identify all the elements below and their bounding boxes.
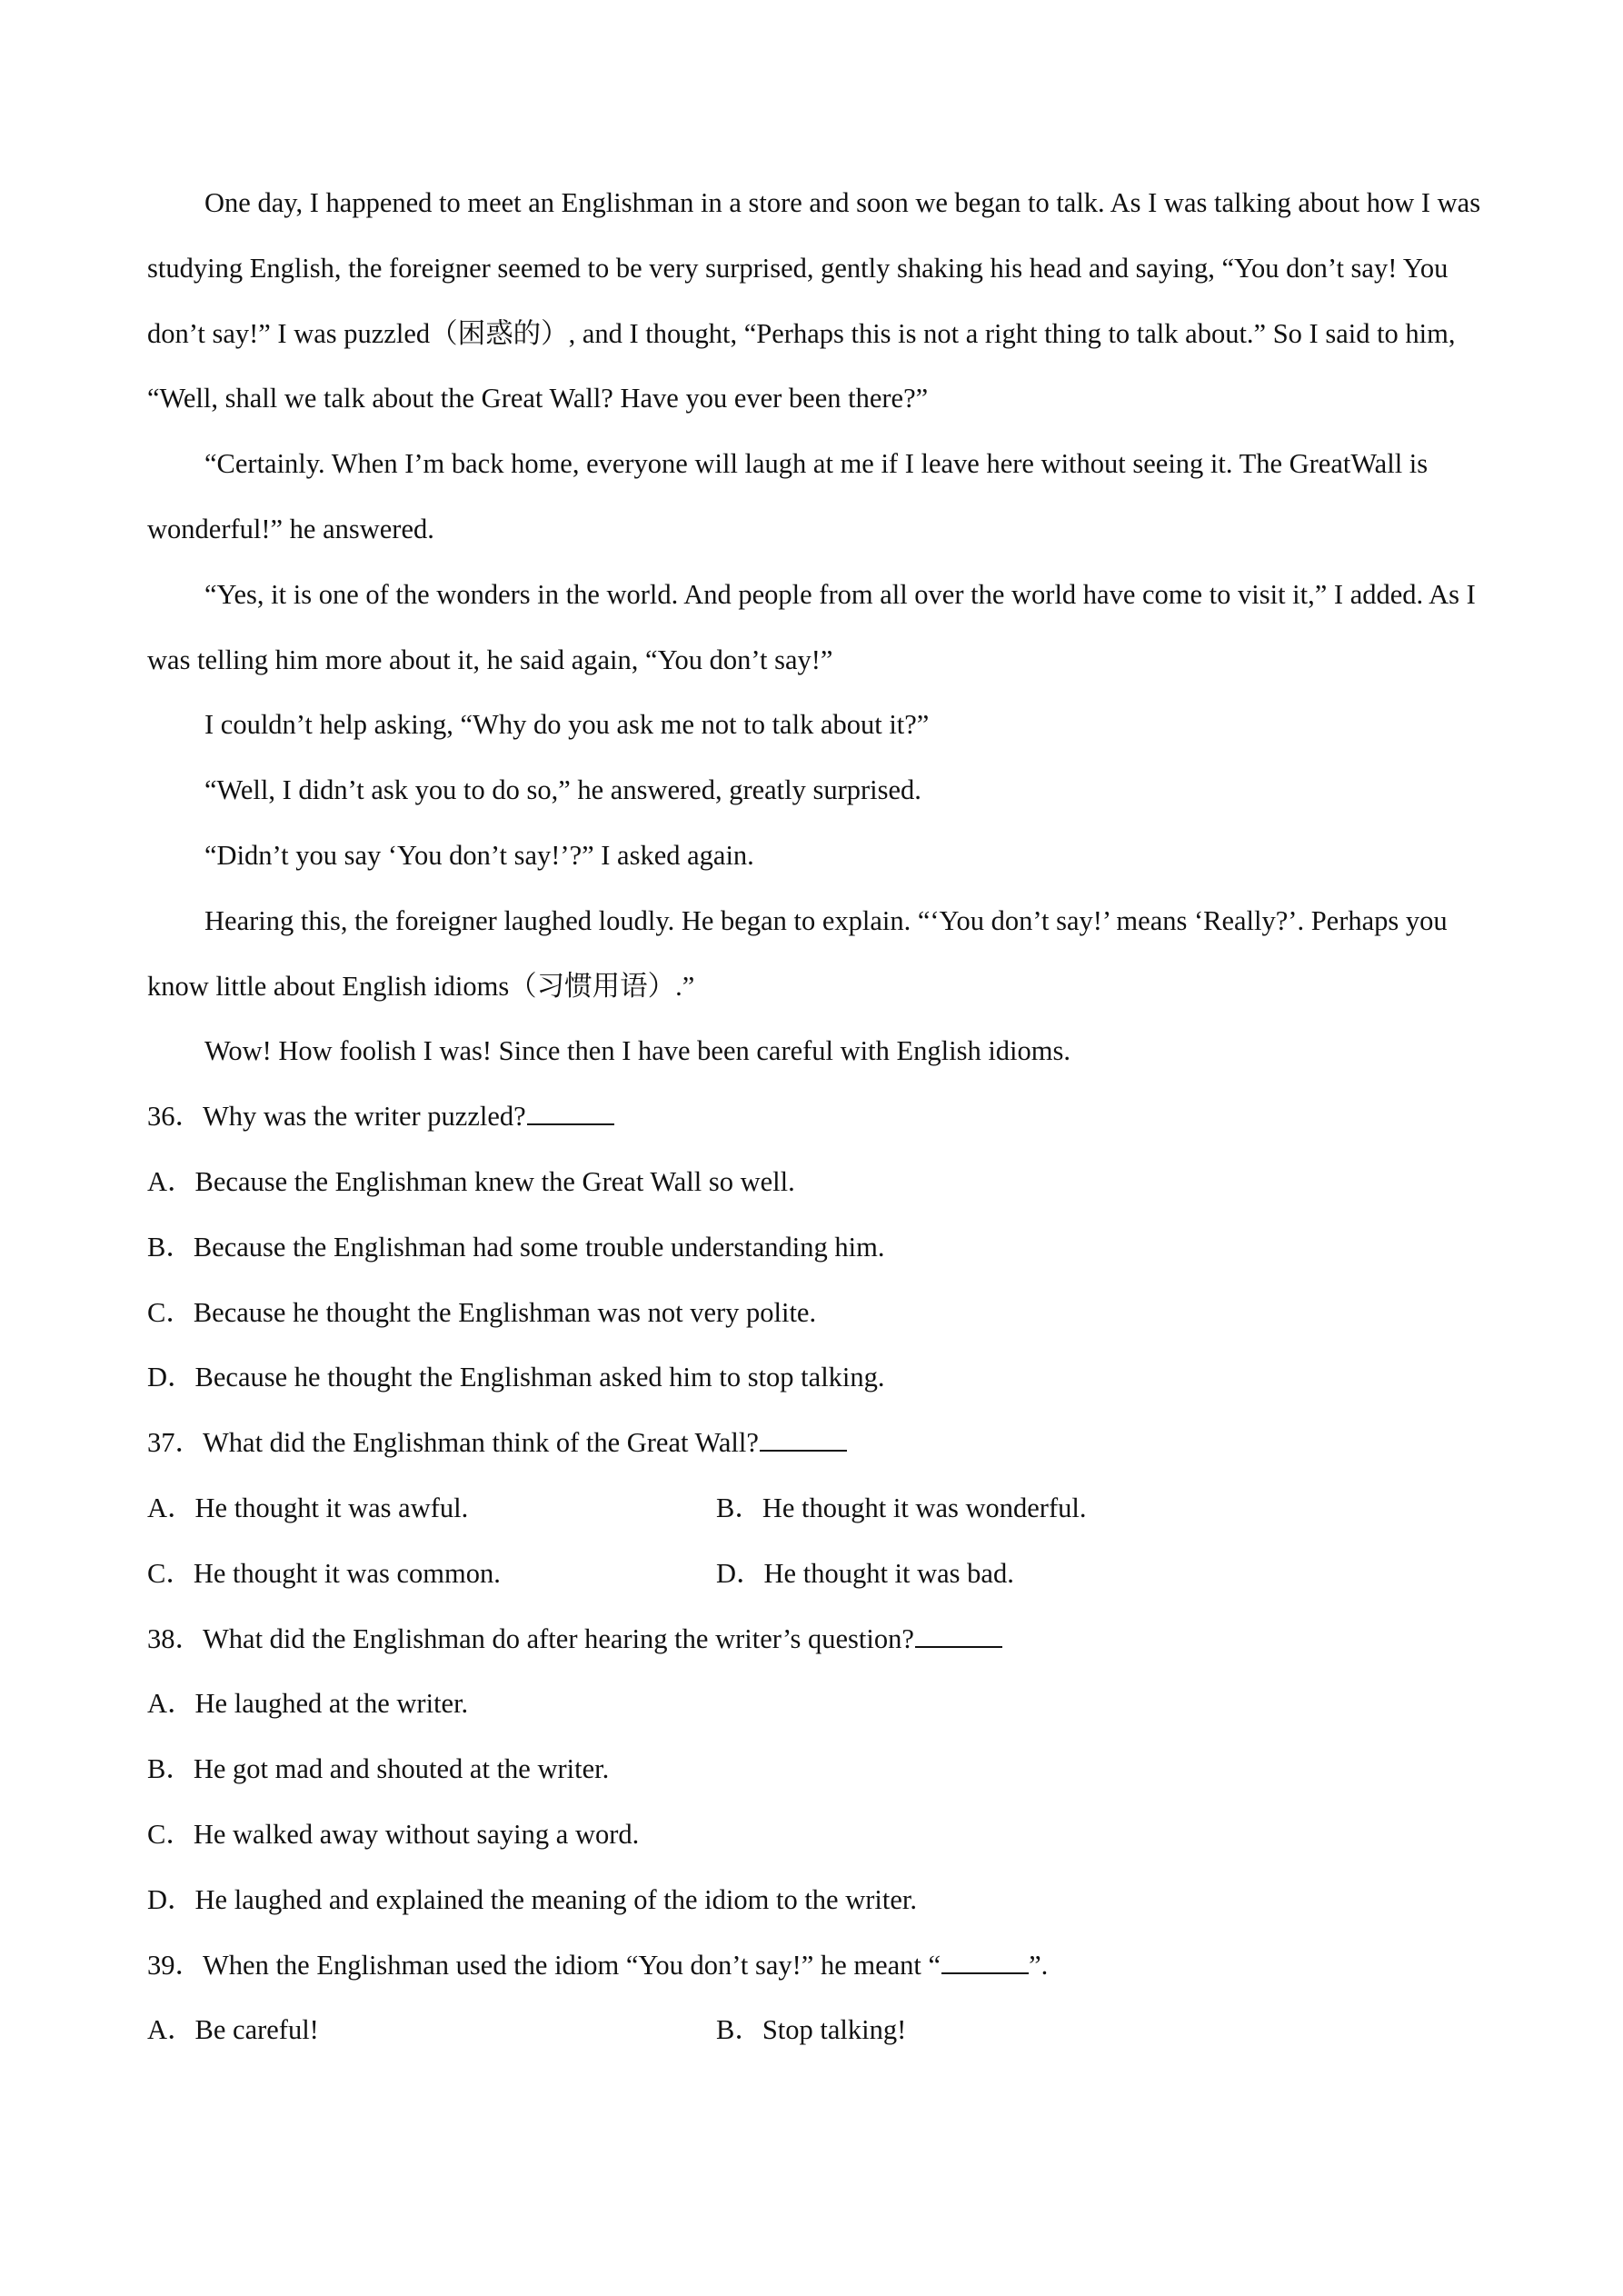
question-36-option-d: D．Because he thought the Englishman asked him to stop talking. <box>147 1362 885 1393</box>
question-39-option-a: A．Be careful! <box>147 2014 319 2046</box>
question-39-options-row-1 <box>147 1998 1501 2063</box>
passage-paragraph-2: “Certainly. When I’m back home, everyone will laugh at me if I leave here without seeing it. The GreatWall is wonderful!” he answered. <box>147 448 1429 544</box>
passage-paragraph-1: One day, I happened to meet an Englishman in a store and soon we began to talk. As I was talking about how I was studying English, the foreigner seemed to be very surprised, gently shaking his head and saying, “You don’t say! You don’t say!” I was puzzled（困惑的）, and I thought, “Perhaps this is not a right thing to talk about.” So I said to him, “Well, shall we talk about the Great Wall? Have you ever been there?” <box>147 187 1481 414</box>
question-37-option-c: C．He thought it was common. <box>147 1557 501 1589</box>
passage-paragraph-5: “Well, I didn’t ask you to do so,” he answered, greatly surprised. <box>204 774 921 806</box>
question-36-option-a: A．Because the Englishman knew the Great Wall so well. <box>147 1165 795 1197</box>
question-37-option-d: D．He thought it was bad. <box>716 1557 1014 1589</box>
question-39-stem: 39．When the Englishman used the idiom “You don’t say!” he meant “ <box>147 1949 941 1981</box>
question-37-stem: 37．What did the Englishman think of the Great Wall? <box>147 1427 759 1459</box>
question-38 <box>147 1607 1501 1672</box>
passage-paragraph-4: I couldn’t help asking, “Why do you ask me not to talk about it?” <box>204 709 930 741</box>
question-39-stem-end: ”. <box>1029 1949 1049 1981</box>
question-39 <box>147 1933 1501 1999</box>
passage-paragraph-8: Wow! How foolish I was! Since then I have been careful with English idioms. <box>204 1035 1070 1067</box>
passage-paragraph-3: “Yes, it is one of the wonders in the world. And people from all over the world have come to visit it,” I added. As I was telling him more about it, he said again, “You don’t say!” <box>147 578 1476 675</box>
passage-paragraph-6: “Didn’t you say ‘You don’t say!’?” I asked again. <box>204 839 754 871</box>
question-36 <box>147 1084 1501 1150</box>
answer-blank-37 <box>760 1421 847 1452</box>
question-39-option-b: B．Stop talking! <box>716 2014 907 2046</box>
question-37-options-row-1 <box>147 1476 1501 1542</box>
passage-paragraph-7: Hearing this, the foreigner laughed loudly. He began to explain. “‘You don’t say!’ means ‘Really?’. Perhaps you know little about English idioms（习惯用语）.” <box>147 904 1448 1002</box>
question-36-stem: 36．Why was the writer puzzled? <box>147 1101 526 1133</box>
question-37-option-a: A．He thought it was awful. <box>147 1492 469 1523</box>
question-38-option-b: B．He got mad and shouted at the writer. <box>147 1753 610 1785</box>
answer-blank-38 <box>915 1617 1002 1648</box>
question-38-option-c: C．He walked away without saying a word. <box>147 1818 640 1850</box>
question-38-option-a: A．He laughed at the writer. <box>147 1688 469 1720</box>
question-37-options-row-2 <box>147 1542 1501 1607</box>
answer-blank-36 <box>527 1094 614 1125</box>
question-36-option-b: B．Because the Englishman had some trouble understanding him. <box>147 1231 885 1263</box>
answer-blank-39 <box>941 1943 1029 1974</box>
question-38-stem: 38．What did the Englishman do after hearing the writer’s question? <box>147 1622 914 1654</box>
document-content <box>147 171 1501 2063</box>
question-37-option-b: B．He thought it was wonderful. <box>716 1492 1087 1523</box>
question-36-option-c: C．Because he thought the Englishman was not very polite. <box>147 1296 817 1328</box>
question-38-option-d: D．He laughed and explained the meaning of the idiom to the writer. <box>147 1883 917 1915</box>
question-37 <box>147 1411 1501 1476</box>
